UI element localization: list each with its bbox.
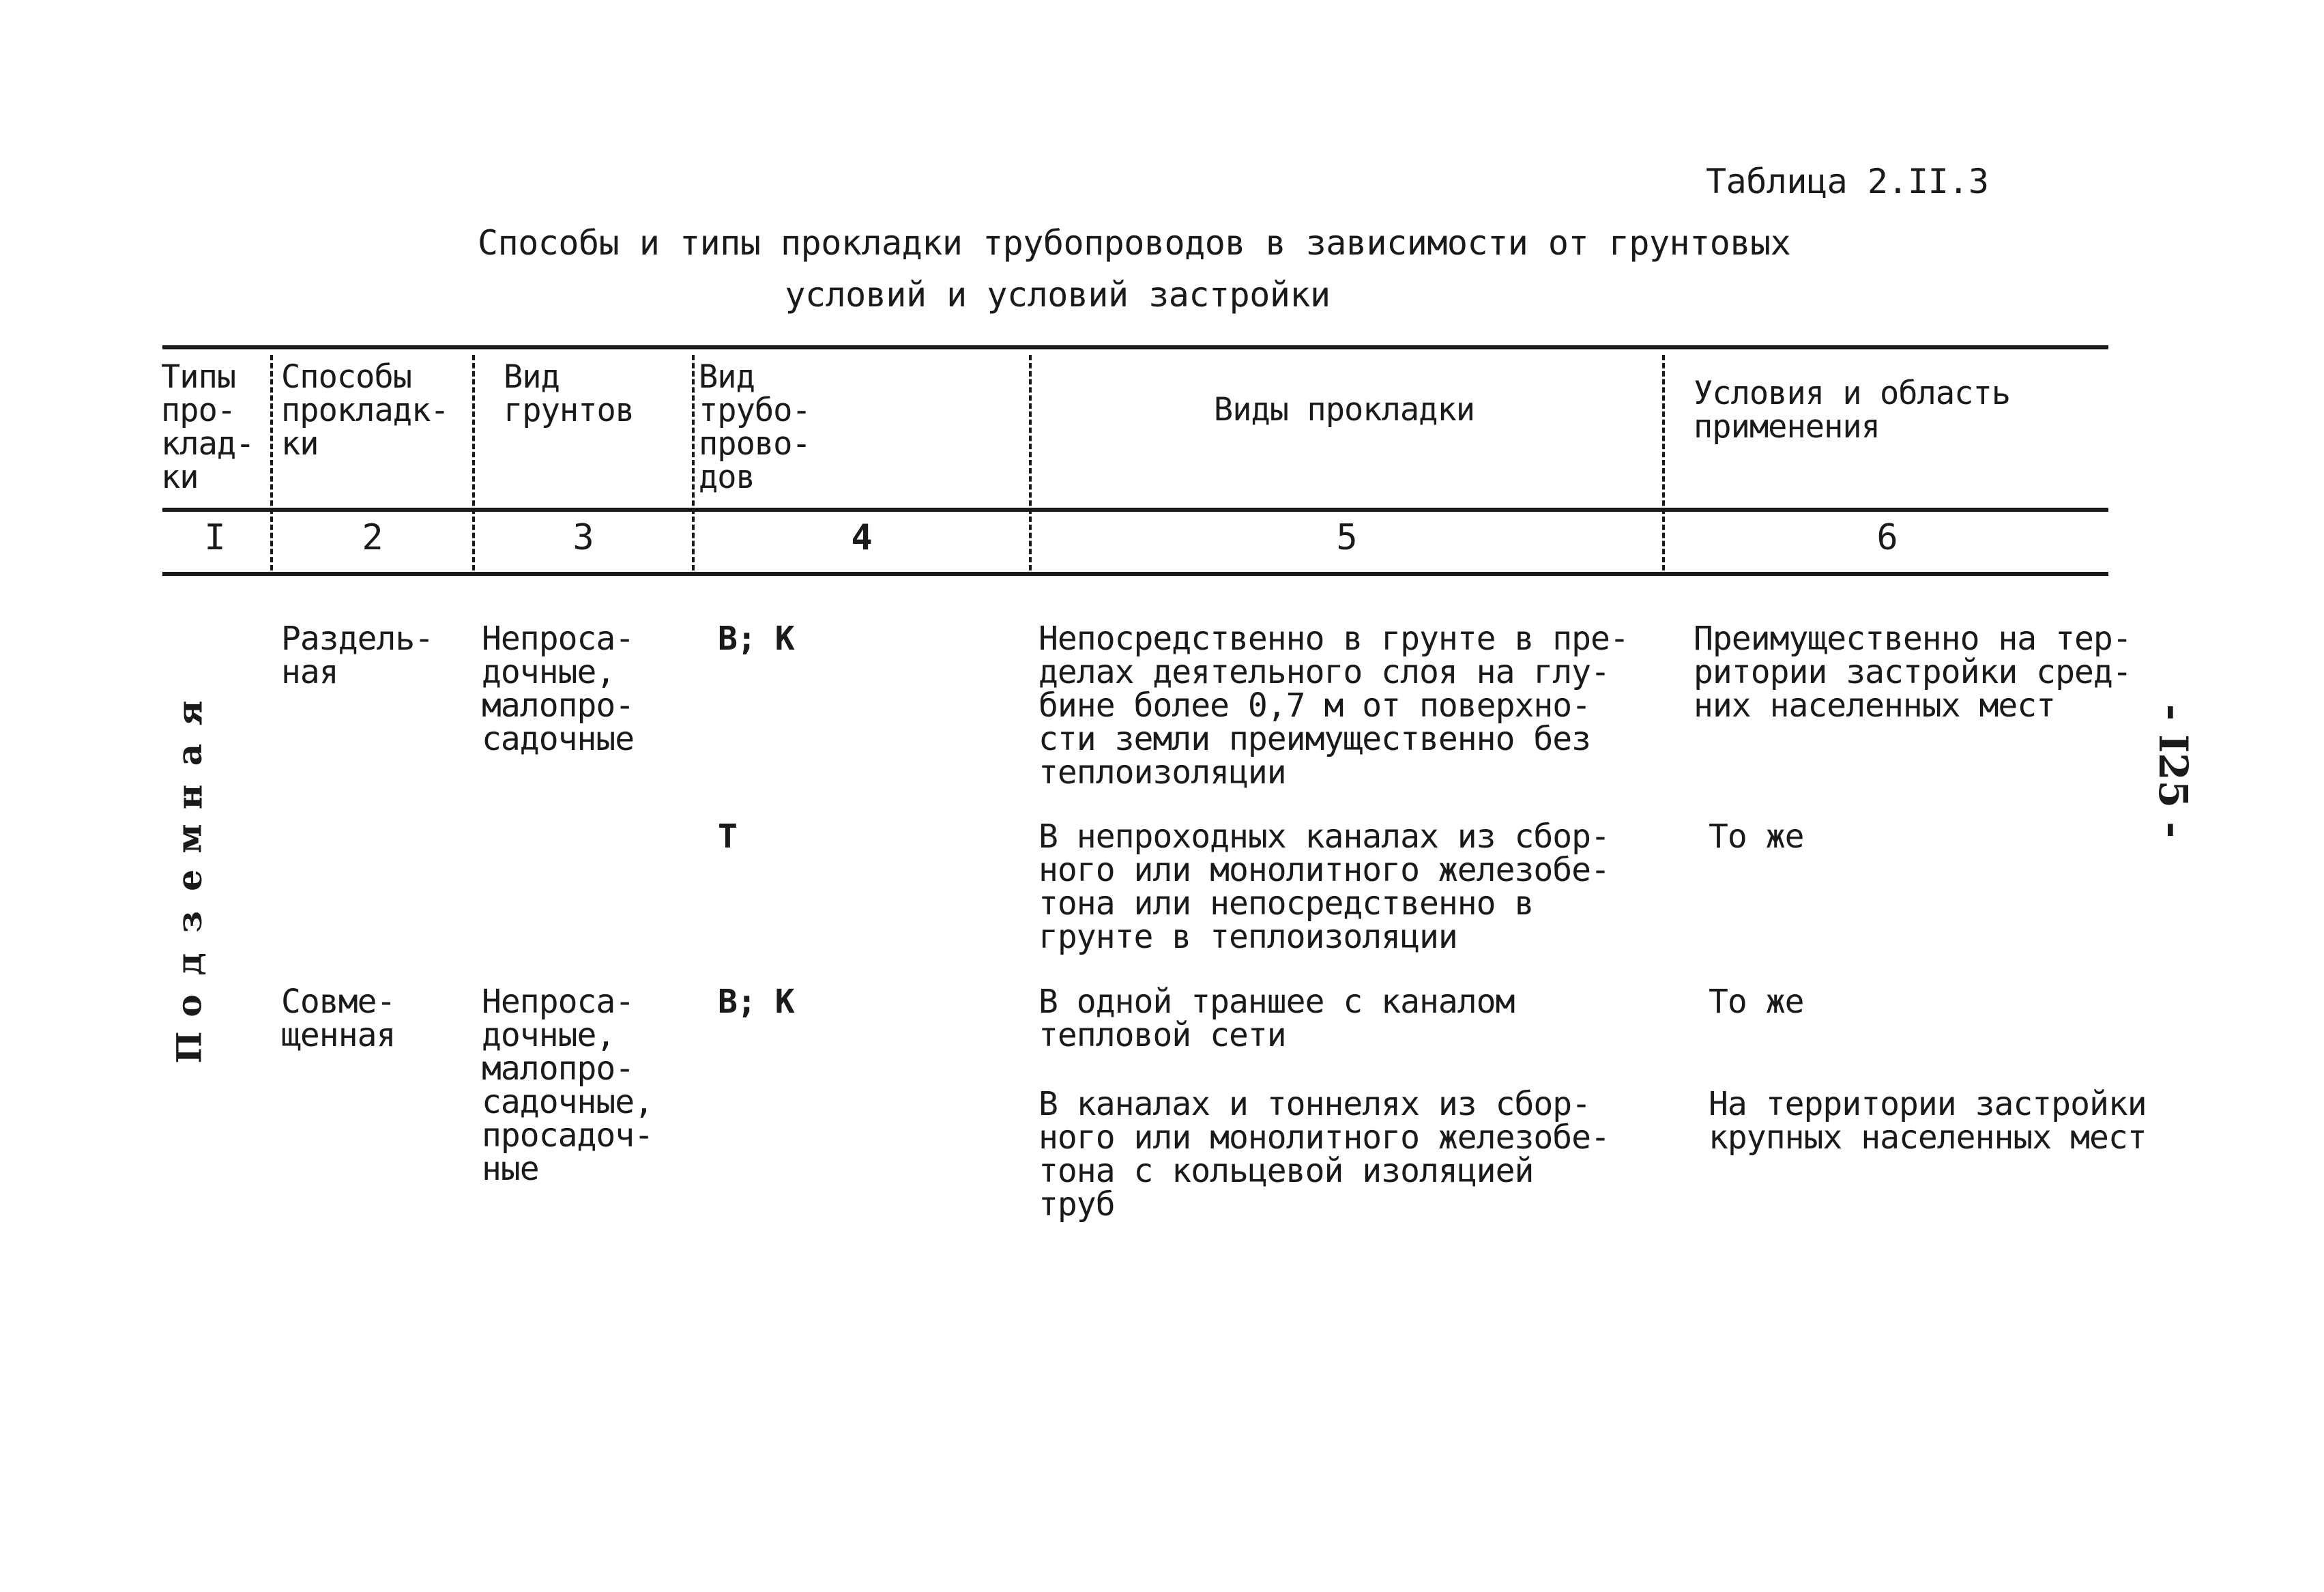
table-title-line-1: Способы и типы прокладки трубопроводов в зависимости от грунтовых — [478, 223, 1791, 263]
table-title-line-2: условий и условий застройки — [785, 275, 1331, 315]
page-number — [2136, 682, 2211, 860]
table-number: Таблица 2.II.3 — [1706, 162, 1989, 201]
vertical-letter-5: е — [169, 869, 209, 891]
row1-pipe: В; К — [718, 620, 794, 658]
vertical-letter-9: я — [169, 700, 209, 726]
header-bottom-rule — [162, 508, 2108, 512]
row1-soil: Непроса- дочные, малопро- садочные — [482, 620, 635, 758]
row1-conditions: Преимущественно на тер- ритории застройки сред- них населенных мест — [1694, 620, 2132, 725]
row4-conditions: На территории застройки крупных населенных мест — [1709, 1085, 2147, 1157]
row2-pipe: Т — [718, 817, 737, 856]
header-laying-types: Типы про- клад- ки — [161, 358, 255, 496]
column-divider-2 — [472, 355, 475, 570]
header-conditions: Условия и область применения — [1694, 375, 2011, 446]
column-divider-5 — [1662, 355, 1665, 570]
vertical-letter-6: м — [169, 824, 209, 854]
header-pipeline-type: Вид трубо- прово- дов — [699, 358, 811, 496]
header-laying-kinds: Виды прокладки — [1213, 391, 1475, 429]
column-number-6: 6 — [1876, 517, 1898, 558]
header-soil-type: Вид грунтов — [504, 358, 635, 429]
column-number-1: I — [204, 517, 226, 558]
row1-laying-kind: Непосредственно в грунте в пре- делах деятельного слоя на глу- бине более 0,7 м от поверхно- сти земли преимущественно без теплоизоляции — [1038, 620, 1629, 792]
column-number-5: 5 — [1336, 517, 1358, 558]
laying-type-underground-label — [169, 696, 210, 1065]
page-number-text: - I25 - — [2150, 704, 2196, 839]
column-number-2: 2 — [362, 517, 383, 558]
row3-conditions: То же — [1709, 983, 1804, 1021]
row2-laying-kind: В непроходных каналах из сбор- ного или монолитного железобе- тона или непосредственно в грунте в теплоизоляции — [1038, 817, 1610, 956]
numbers-bottom-rule — [162, 572, 2108, 576]
column-divider-4 — [1029, 355, 1032, 570]
vertical-letter-7: н — [169, 784, 209, 809]
vertical-letter-8: а — [169, 744, 209, 766]
row3-method: Совме- щенная — [281, 983, 396, 1054]
table-top-rule — [162, 345, 2108, 349]
row2-conditions: То же — [1709, 817, 1804, 856]
row1-method: Раздель- ная — [281, 620, 434, 691]
row4-laying-kind: В каналах и тоннелях из сбор- ного или монолитного железобе- тона с кольцевой изоляцией труб — [1038, 1085, 1610, 1224]
row3-soil: Непроса- дочные, малопро- садочные, просадоч- ные — [482, 983, 654, 1188]
column-divider-3 — [692, 355, 695, 570]
vertical-letter-4: з — [169, 911, 209, 934]
column-divider-1 — [270, 355, 273, 570]
column-number-3: 3 — [572, 517, 594, 558]
row3-laying-kind: В одной траншее с каналом тепловой сети — [1038, 983, 1515, 1054]
vertical-letter-2: о — [169, 994, 209, 1017]
row3-pipe: В; К — [718, 983, 794, 1021]
vertical-letter-3: д — [169, 952, 209, 976]
header-laying-methods: Способы прокладк- ки — [281, 358, 449, 463]
vertical-letter-1: П — [169, 1031, 209, 1064]
column-number-4: 4 — [851, 517, 873, 558]
